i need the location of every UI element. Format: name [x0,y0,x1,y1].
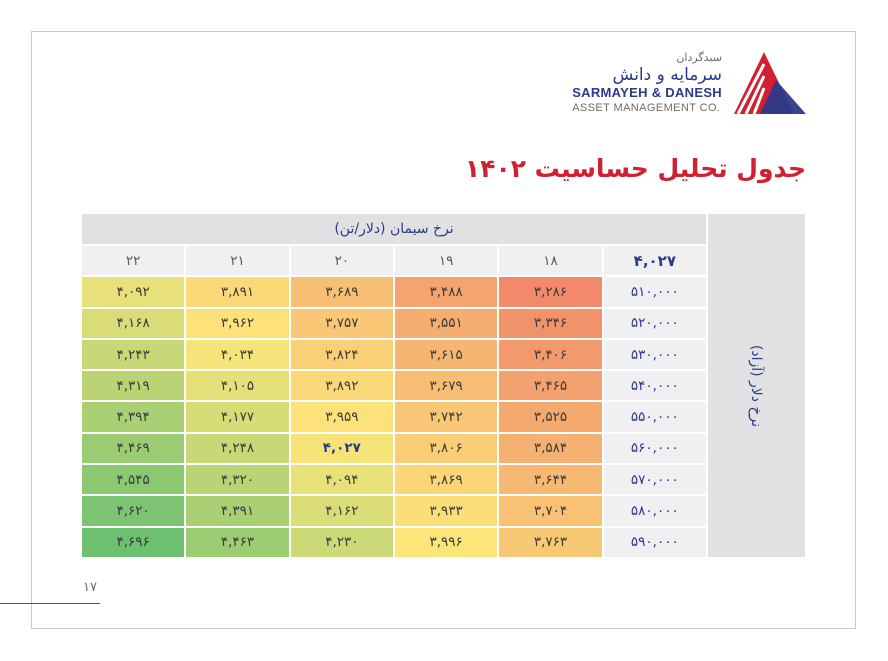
table-cell: ۳,۷۴۲ [395,402,497,431]
column-header: ۲۰ [291,246,393,275]
table-cell: ۴,۲۳۰ [291,528,393,557]
table-cell: ۳,۶۸۹ [291,277,393,306]
table-cell: ۴,۱۰۵ [186,371,288,400]
table-cell: ۴,۱۷۷ [186,402,288,431]
table-cell: ۳,۳۴۶ [499,309,601,338]
page-title: جدول تحلیل حساسیت ۱۴۰۲ [464,154,806,183]
table-cell: ۳,۸۹۱ [186,277,288,306]
row-header: ۵۷۰,۰۰۰ [604,465,706,494]
table-cell: ۴,۴۶۳ [186,528,288,557]
table-cell: ۳,۲۸۶ [499,277,601,306]
logo-fa-big: سرمایه و دانش [612,65,722,85]
table-cell: ۳,۸۲۴ [291,340,393,369]
column-header: ۲۲ [82,246,184,275]
logo-triangle-icon [734,50,806,116]
column-axis-header: نرخ سیمان (دلار/تن) [82,214,706,244]
row-header: ۵۴۰,۰۰۰ [604,371,706,400]
table-cell: ۳,۴۸۸ [395,277,497,306]
row-axis-header [708,214,805,557]
table-cell: ۳,۸۹۲ [291,371,393,400]
table-cell: ۴,۳۹۱ [186,496,288,525]
table-cell: ۳,۷۰۴ [499,496,601,525]
table-cell: ۳,۹۵۹ [291,402,393,431]
row-header: ۵۵۰,۰۰۰ [604,402,706,431]
logo-fa-small: سبدگردان [676,51,722,64]
table-cell: ۴,۳۲۰ [186,465,288,494]
row-header: ۵۱۰,۰۰۰ [604,277,706,306]
row-header: ۵۶۰,۰۰۰ [604,434,706,463]
table-cell: ۳,۶۱۵ [395,340,497,369]
table-cell: ۳,۵۸۴ [499,434,601,463]
table-cell: ۳,۴۶۵ [499,371,601,400]
table-cell: ۴,۲۴۸ [186,434,288,463]
footer-accent-line [0,603,100,604]
table-cell: ۴,۱۶۲ [291,496,393,525]
table-cell: ۴,۰۲۷ [291,434,393,463]
logo-text [572,51,722,115]
table-cell: ۳,۷۶۳ [499,528,601,557]
table-cell: ۳,۵۲۵ [499,402,601,431]
table-cell: ۴,۱۶۸ [82,309,184,338]
row-header: ۵۲۰,۰۰۰ [604,309,706,338]
logo-en-line1: SARMAYEH & DANESH [572,85,722,100]
table-cell: ۴,۴۶۹ [82,434,184,463]
table-cell: ۴,۶۲۰ [82,496,184,525]
row-header: ۵۹۰,۰۰۰ [604,528,706,557]
column-header: ۲۱ [186,246,288,275]
row-header: ۵۸۰,۰۰۰ [604,496,706,525]
table-cell: ۴,۰۳۴ [186,340,288,369]
table-cell: ۳,۶۴۴ [499,465,601,494]
table-cell: ۳,۴۰۶ [499,340,601,369]
row-header: ۵۳۰,۰۰۰ [604,340,706,369]
table-cell: ۴,۲۴۳ [82,340,184,369]
table-cell: ۳,۶۷۹ [395,371,497,400]
sensitivity-table [82,214,706,557]
base-value-cell: ۴,۰۲۷ [604,246,706,275]
table-cell: ۴,۰۹۲ [82,277,184,306]
logo-en-line2: ASSET MANAGEMENT CO. [572,102,721,114]
company-logo [572,50,806,116]
column-header: ۱۹ [395,246,497,275]
table-cell: ۳,۵۵۱ [395,309,497,338]
table-cell: ۴,۰۹۴ [291,465,393,494]
table-cell: ۳,۹۳۳ [395,496,497,525]
column-header: ۱۸ [499,246,601,275]
table-cell: ۴,۵۴۵ [82,465,184,494]
table-cell: ۳,۸۶۹ [395,465,497,494]
page-number: ۱۷ [83,580,97,595]
table-cell: ۳,۹۶۲ [186,309,288,338]
table-cell: ۴,۳۹۴ [82,402,184,431]
table-cell: ۴,۶۹۶ [82,528,184,557]
table-cell: ۳,۸۰۶ [395,434,497,463]
table-cell: ۴,۳۱۹ [82,371,184,400]
table-cell: ۳,۷۵۷ [291,309,393,338]
table-cell: ۳,۹۹۶ [395,528,497,557]
row-axis-label: نرخ دلار (آزاد) [748,344,765,427]
